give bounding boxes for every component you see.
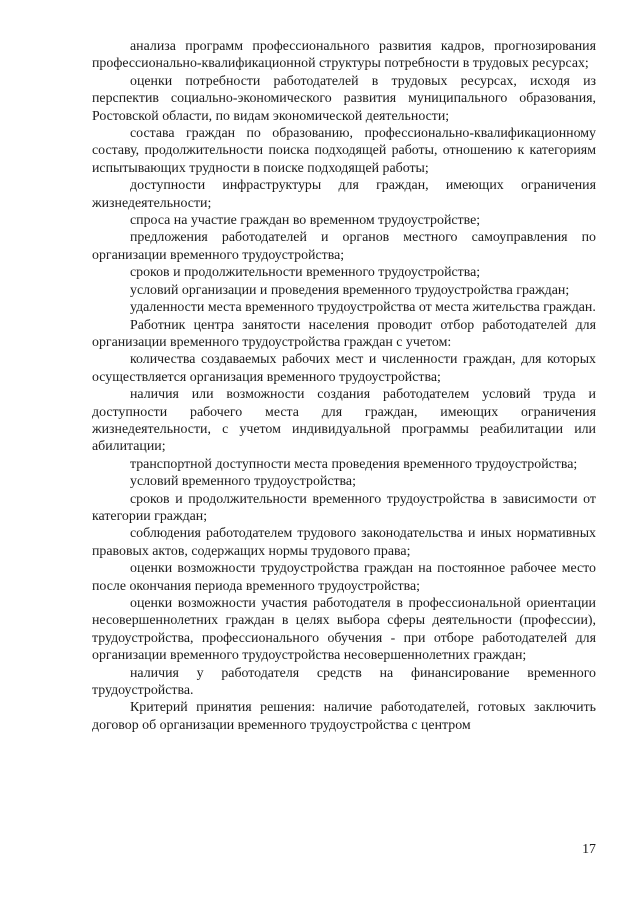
paragraph: предложения работодателей и органов местного самоуправления по организации временного трудоустройства; <box>92 230 596 263</box>
page-number: 17 <box>582 842 596 857</box>
paragraph: Работник центра занятости населения проводит отбор работодателей для организации временного трудоустройства граждан с учетом: <box>92 317 596 350</box>
paragraph: наличия или возможности создания работодателем условий труда и доступности рабочего места для граждан, имеющих ограничения жизнедеятельности, с учетом индивидуальной программы реабилитации или абилитации; <box>92 387 596 455</box>
paragraph: транспортной доступности места проведения временного трудоустройства; <box>130 456 578 472</box>
paragraph: состава граждан по образованию, профессионально-квалификационному составу, продолжительности поиска подходящей работы, отношению к категориям испытывающих трудности в поиске подходящей работы; <box>92 126 596 176</box>
paragraph: спроса на участие граждан во временном трудоустройстве; <box>130 213 481 229</box>
paragraph: сроков и продолжительности временного трудоустройства; <box>130 265 481 281</box>
paragraph: оценки возможности участия работодателя в профессиональной ориентации несовершеннолетних граждан в целях выбора сферы деятельности (профессии), трудоустройства, профессионального обучения - при отборе работодателей для организации временного трудоустройства несовершеннолетних граждан; <box>92 596 596 664</box>
paragraph: удаленности места временного трудоустройства от места жительства граждан. <box>130 300 596 316</box>
paragraph: доступности инфраструктуры для граждан, имеющих ограничения жизнедеятельности; <box>92 178 596 211</box>
paragraph: оценки возможности трудоустройства граждан на постоянное рабочее место после окончания периода временного трудоустройства; <box>92 561 596 594</box>
paragraph: количества создаваемых рабочих мест и численности граждан, для которых осуществляется организация временного трудоустройства; <box>92 352 596 385</box>
paragraph: сроков и продолжительности временного трудоустройства в зависимости от категории граждан; <box>92 491 596 524</box>
paragraph: Критерий принятия решения: наличие работодателей, готовых заключить договор об организации временного трудоустройства с центром <box>92 700 596 733</box>
paragraph: условий временного трудоустройства; <box>130 474 356 490</box>
paragraph: условий организации и проведения временного трудоустройства граждан; <box>130 282 570 298</box>
paragraph: анализа программ профессионального развития кадров, прогнозирования профессионально-квалификационной структуры потребности в трудовых ресурсах; <box>92 39 596 72</box>
paragraph: соблюдения работодателем трудового законодательства и иных нормативных правовых актов, содержащих нормы трудового права; <box>92 526 596 559</box>
document-page <box>92 38 596 734</box>
paragraph: оценки потребности работодателей в трудовых ресурсах, исходя из перспектив социально-экономического развития муниципального образования, Ростовской области, по видам экономической деятельности; <box>92 73 596 124</box>
paragraph: наличия у работодателя средств на финансирование временного трудоустройства. <box>92 665 596 699</box>
